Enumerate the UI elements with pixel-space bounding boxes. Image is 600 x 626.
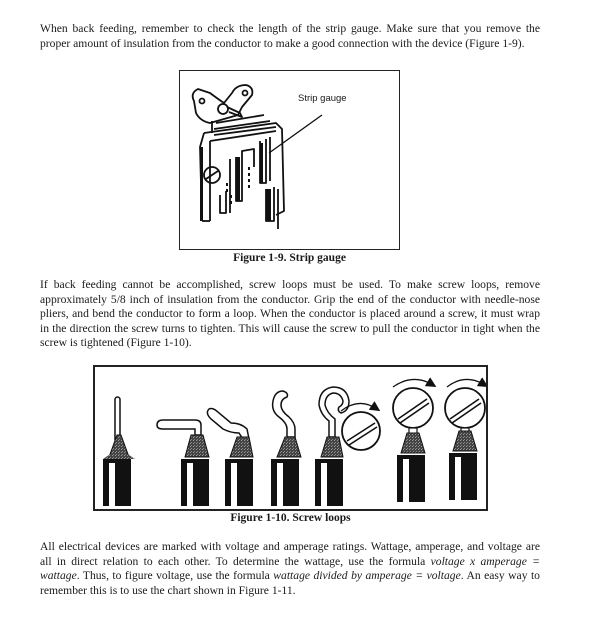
body-text: . Thus, to figure voltage, use the formula [76,569,274,583]
step-loop-tightened [445,379,485,500]
screw-loop-steps-illustration [95,367,486,509]
body-text: All electrical devices are marked with voltage and amperage ratings. Wattage, amperage, and voltage are all in direct relation to each other. To determine the wattage, use the formula [40,540,540,568]
step-bent-90 [157,420,209,506]
body-text: When back feeding, remember to check the length of the strip gauge. Make sure that you remove the proper amount of insulation from the conductor to make a good connection with the device (Figure 1-9). [40,22,540,50]
figure-1-9-caption: Figure 1-9. Strip gauge [233,252,346,264]
paragraph-back-feeding [40,22,540,51]
step-loop-around-screw [393,379,433,502]
callout-line [269,115,322,153]
paragraph-screw-loops [40,278,540,351]
receptacle-device-illustration [180,71,399,249]
body-text: . An easy way to remember this is to use the chart shown in Figure 1-11. [40,569,540,597]
step-s-curve [207,409,253,507]
figure-1-10-caption: Figure 1-10. Screw loops [230,512,351,524]
step-straight-conductor [103,397,135,506]
figure-1-10-screw-loops [93,365,488,511]
formula-text: wattage divided by amperage = voltage [273,569,461,583]
step-hook [271,391,301,506]
formula-text: voltage x amperage = wattage [40,554,540,583]
body-text: If back feeding cannot be accomplished, screw loops must be used. To make screw loops, remove approximately 5/8 inch of insulation from the conductor. Grip the end of the conductor with needle-nose pliers, and bend the conductor to form a loop. When the conductor is placed around a screw, it must wrap in the direction the screw turns to tighten. This will cause the screw to pull the conductor in tight when the screw is tightened (Figure 1-10). [40,278,540,350]
paragraph-voltage-amperage-wattage [40,540,540,598]
figure-1-9-strip-gauge [179,70,400,250]
step-loop [315,387,349,506]
callout-label-strip-gauge: Strip gauge [298,93,347,104]
